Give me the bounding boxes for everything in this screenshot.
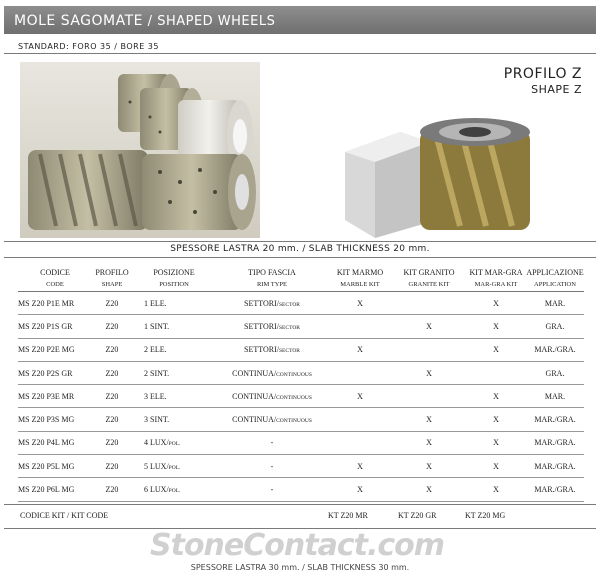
- margra-kit-mark-cell: [466, 478, 526, 501]
- shape: Z20: [105, 415, 119, 425]
- application: MAR./GRA.: [534, 461, 576, 471]
- granite-kit-mark: X: [426, 368, 432, 378]
- position-cell: [132, 361, 216, 384]
- shape: Z20: [105, 391, 119, 401]
- column-header: POSIZIONE: [153, 268, 195, 277]
- shape: Z20: [105, 438, 119, 448]
- divider: [4, 53, 596, 54]
- column-header: TIPO FASCIA: [248, 268, 296, 277]
- position: 2 ELE.: [144, 345, 167, 355]
- column-header-en: POSITION: [132, 277, 216, 292]
- position-cell: [132, 338, 216, 361]
- position-en: POL.: [168, 464, 181, 471]
- granite-kit-mark-cell: [392, 478, 466, 501]
- profile-it: PROFILO Z: [503, 66, 582, 82]
- rim-type: SETTORI/: [244, 298, 279, 308]
- column-header-en: GRANITE KIT: [392, 277, 466, 292]
- standard-bore: STANDARD: FORO 35 / BORE 35: [18, 42, 159, 51]
- shape: Z20: [105, 321, 119, 331]
- code: MS Z20 P3S MG: [18, 415, 75, 425]
- divider: [4, 241, 596, 242]
- table-row: [18, 455, 584, 478]
- shape: Z20: [105, 298, 119, 308]
- margra-kit-mark: X: [493, 438, 499, 448]
- marble-kit-mark-cell: [328, 385, 392, 408]
- marble-kit-mark-cell: [328, 408, 392, 431]
- rim-type-en: SECTOR: [278, 324, 300, 331]
- margra-kit-mark-cell: [466, 455, 526, 478]
- margra-kit-mark: X: [493, 345, 499, 355]
- margra-kit-mark-cell: [466, 408, 526, 431]
- rim-type: -: [270, 461, 274, 471]
- code-cell: [18, 455, 92, 478]
- position: 3 SINT.: [144, 415, 170, 425]
- marble-kit-mark-cell: [328, 315, 392, 338]
- table-row: [18, 431, 584, 454]
- divider: [4, 504, 596, 505]
- application-cell: [526, 361, 584, 384]
- granite-kit-mark: X: [426, 438, 432, 448]
- kit-margra-code: KT Z20 MG: [465, 511, 506, 520]
- margra-kit-mark-cell: [466, 292, 526, 315]
- margra-kit-mark: X: [493, 461, 499, 471]
- slab-thickness-20: SPESSORE LASTRA 20 mm. / SLAB THICKNESS 20 mm.: [170, 244, 430, 254]
- position: 5 LUX/: [144, 461, 169, 471]
- shape-cell: [92, 292, 132, 315]
- granite-kit-mark: X: [426, 415, 432, 425]
- rim-type-cell: [216, 478, 328, 501]
- divider: [4, 257, 596, 258]
- marble-kit-mark-cell: [328, 431, 392, 454]
- application: MAR./GRA.: [534, 485, 576, 495]
- margra-kit-mark: X: [493, 485, 499, 495]
- rim-type: -: [270, 485, 274, 495]
- wheel-on-stone-image: [340, 112, 540, 238]
- rim-type-en: SECTOR: [278, 348, 300, 355]
- rim-type: CONTINUA/: [232, 391, 277, 401]
- rim-type: -: [270, 438, 274, 448]
- column-header: APPLICAZIONE: [526, 268, 584, 277]
- margra-kit-mark: X: [493, 415, 499, 425]
- application-cell: [526, 408, 584, 431]
- rim-type-en: CONTINUOUS: [276, 394, 312, 401]
- shape: Z20: [105, 345, 119, 355]
- marble-kit-mark: X: [357, 298, 363, 308]
- code-cell: [18, 338, 92, 361]
- table-row: [18, 385, 584, 408]
- column-header: CODICE: [40, 268, 70, 277]
- rim-type-cell: [216, 338, 328, 361]
- application-cell: [526, 292, 584, 315]
- granite-kit-mark-cell: [392, 385, 466, 408]
- column-header-en: CODE: [18, 277, 92, 292]
- code: MS Z20 P6L MG: [18, 485, 75, 495]
- code: MS Z20 P1S GR: [18, 321, 73, 331]
- shape: Z20: [105, 485, 119, 495]
- table-row: [18, 338, 584, 361]
- granite-kit-mark: X: [426, 485, 432, 495]
- application: MAR./GRA.: [534, 438, 576, 448]
- margra-kit-mark: X: [493, 298, 499, 308]
- margra-kit-mark-cell: [466, 385, 526, 408]
- marble-kit-mark: X: [357, 391, 363, 401]
- watermark: StoneContact.com: [150, 528, 445, 563]
- header-bar: [4, 6, 596, 34]
- margra-kit-mark-cell: [466, 361, 526, 384]
- rim-type: CONTINUA/: [232, 415, 277, 425]
- table-row: [18, 292, 584, 315]
- granite-kit-mark-cell: [392, 361, 466, 384]
- rim-type-cell: [216, 292, 328, 315]
- rim-type-cell: [216, 408, 328, 431]
- rim-type-cell: [216, 431, 328, 454]
- application-cell: [526, 431, 584, 454]
- table-row: [18, 408, 584, 431]
- position-cell: [132, 478, 216, 501]
- table-row: [18, 361, 584, 384]
- kit-code-label: CODICE KIT / KIT CODE: [20, 511, 109, 520]
- rim-type: CONTINUA/: [232, 368, 277, 378]
- code: MS Z20 P5L MG: [18, 461, 75, 471]
- rim-type-cell: [216, 385, 328, 408]
- application-cell: [526, 455, 584, 478]
- rim-type-cell: [216, 455, 328, 478]
- marble-kit-mark-cell: [328, 478, 392, 501]
- margra-kit-mark-cell: [466, 315, 526, 338]
- shape-cell: [92, 478, 132, 501]
- position: 4 LUX/: [144, 438, 169, 448]
- shape: Z20: [105, 461, 119, 471]
- application-cell: [526, 478, 584, 501]
- title-sub: SHAPED WHEELS: [157, 14, 276, 29]
- code: MS Z20 P3E MR: [18, 391, 75, 401]
- position: 3 ELE.: [144, 391, 167, 401]
- application: MAR./GRA.: [534, 415, 576, 425]
- code-cell: [18, 431, 92, 454]
- rim-type-cell: [216, 361, 328, 384]
- column-header-en: SHAPE: [92, 277, 132, 292]
- margra-kit-mark: X: [493, 321, 499, 331]
- rim-type-cell: [216, 315, 328, 338]
- position-cell: [132, 408, 216, 431]
- application: MAR./GRA.: [534, 345, 576, 355]
- code: MS Z20 P4L MG: [18, 438, 75, 448]
- application: MAR.: [544, 391, 566, 401]
- code-cell: [18, 361, 92, 384]
- marble-kit-mark: X: [357, 461, 363, 471]
- rim-type: SETTORI/: [244, 345, 279, 355]
- slab-thickness-30: SPESSORE LASTRA 30 mm. / SLAB THICKNESS 30 mm.: [190, 563, 410, 572]
- position: 1 ELE.: [144, 298, 167, 308]
- column-header: KIT MARMO: [336, 268, 384, 277]
- rim-type-en: SECTOR: [278, 301, 300, 308]
- granite-kit-mark-cell: [392, 338, 466, 361]
- kit-marble-code: KT Z20 MR: [328, 511, 368, 520]
- shape-cell: [92, 315, 132, 338]
- position: 6 LUX/: [144, 485, 169, 495]
- application-cell: [526, 385, 584, 408]
- marble-kit-mark-cell: [328, 455, 392, 478]
- application: GRA.: [545, 368, 565, 378]
- shape-cell: [92, 408, 132, 431]
- application: MAR.: [544, 298, 566, 308]
- shape-cell: [92, 338, 132, 361]
- kit-granite-code: KT Z20 GR: [398, 511, 437, 520]
- shape: Z20: [105, 368, 119, 378]
- position-en: POL.: [168, 441, 181, 448]
- margra-kit-mark-cell: [466, 338, 526, 361]
- position: 2 SINT.: [144, 368, 170, 378]
- marble-kit-mark: X: [357, 345, 363, 355]
- code-cell: [18, 292, 92, 315]
- code: MS Z20 P1E MR: [18, 298, 75, 308]
- code-cell: [18, 385, 92, 408]
- shape-cell: [92, 455, 132, 478]
- position-cell: [132, 385, 216, 408]
- margra-kit-mark-cell: [466, 431, 526, 454]
- granite-kit-mark-cell: [392, 408, 466, 431]
- application-cell: [526, 338, 584, 361]
- marble-kit-mark-cell: [328, 361, 392, 384]
- margra-kit-mark: X: [493, 391, 499, 401]
- code: MS Z20 P2S GR: [18, 368, 73, 378]
- position-cell: [132, 292, 216, 315]
- column-header: KIT GRANITO: [403, 268, 455, 277]
- column-header: PROFILO: [95, 268, 129, 277]
- rim-type-en: CONTINUOUS: [276, 371, 312, 378]
- position-cell: [132, 431, 216, 454]
- product-table: [18, 260, 584, 502]
- code-cell: [18, 478, 92, 501]
- page-title: [14, 13, 275, 29]
- position-cell: [132, 455, 216, 478]
- granite-kit-mark: X: [426, 461, 432, 471]
- application-cell: [526, 315, 584, 338]
- code-cell: [18, 408, 92, 431]
- rim-type-en: CONTINUOUS: [276, 418, 312, 425]
- position-cell: [132, 315, 216, 338]
- granite-kit-mark-cell: [392, 431, 466, 454]
- title-main: MOLE SAGOMATE: [14, 13, 144, 29]
- table-row: [18, 315, 584, 338]
- application: GRA.: [545, 321, 565, 331]
- position-en: POL.: [168, 488, 181, 495]
- table-row: [18, 478, 584, 501]
- column-header-en: MARBLE KIT: [328, 277, 392, 292]
- title-separator: /: [147, 14, 153, 29]
- kit-code-row: [18, 509, 584, 525]
- marble-kit-mark-cell: [328, 338, 392, 361]
- profile-en: SHAPE Z: [531, 83, 582, 96]
- column-header-en: APPLICATION: [526, 277, 584, 292]
- position: 1 SINT.: [144, 321, 170, 331]
- marble-kit-mark-cell: [328, 292, 392, 315]
- granite-kit-mark-cell: [392, 455, 466, 478]
- shape-cell: [92, 431, 132, 454]
- shape-cell: [92, 361, 132, 384]
- column-header-en: RIM TYPE: [216, 277, 328, 292]
- granite-kit-mark: X: [426, 321, 432, 331]
- marble-kit-mark: X: [357, 485, 363, 495]
- column-header-en: MAR-GRA KIT: [466, 277, 526, 292]
- shape-cell: [92, 385, 132, 408]
- profile-label: [504, 66, 582, 96]
- column-header: KIT MAR-GRA: [469, 268, 523, 277]
- granite-kit-mark-cell: [392, 315, 466, 338]
- code: MS Z20 P2E MG: [18, 345, 75, 355]
- code-cell: [18, 315, 92, 338]
- wheels-photo: [20, 62, 260, 238]
- granite-kit-mark-cell: [392, 292, 466, 315]
- rim-type: SETTORI/: [244, 321, 279, 331]
